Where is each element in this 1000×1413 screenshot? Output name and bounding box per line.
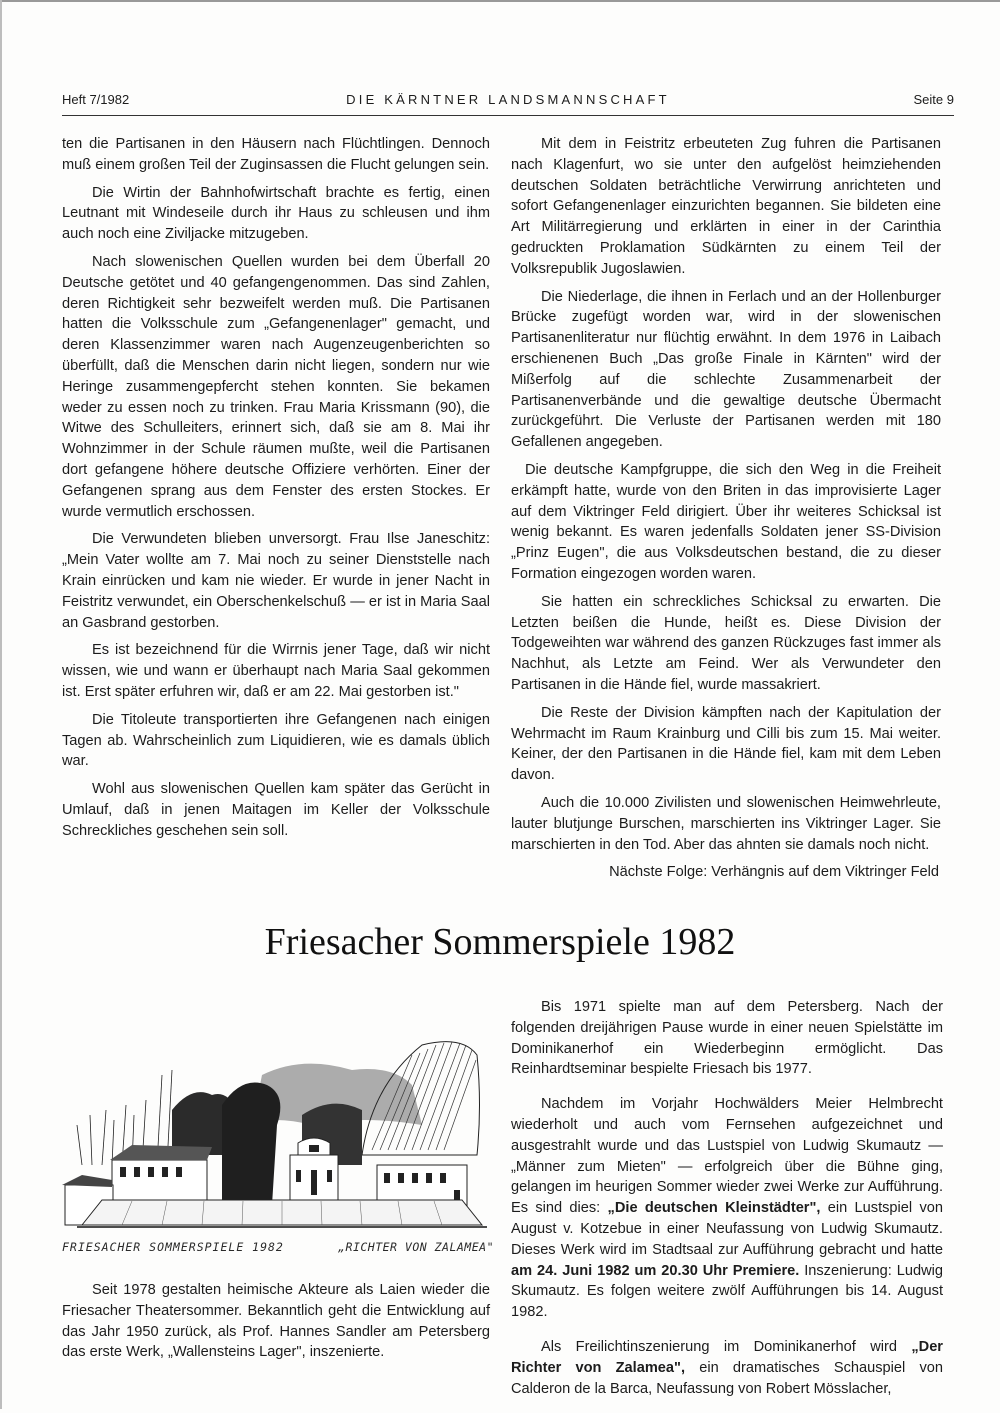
text-run: Als Freilichtinszenierung im Dominikanerhof wird xyxy=(541,1338,912,1355)
paragraph: Die Wirtin der Bahnhofwirtschaft brachte es fertig, einen Leutnant mit Windeseile durch ihr Haus zu schleusen und ihm auch noch eine Ziviljacke mitzugeben. xyxy=(62,184,490,243)
paragraph: Mit dem in Feistritz erbeuteten Zug fuhren die Partisanen nach Klagenfurt, wo sie unter den aufgelöst heimziehenden deutschen Soldaten beträchtliche Verwirrung anrichteten und sofort Gefangenenlager einzurichten begannen. Sie bildeten eine Art Militärregierung und erklärten in einer in der Carinthia gedruckten Proklamation Südkärnten zu einem Teil der Volksrepublik Jugoslawien. xyxy=(511,136,941,277)
issue-number: Heft 7/1982 xyxy=(62,92,130,107)
paragraph: Auch die 10.000 Zivilisten und slowenischen Heimwehrleute, lauter blutjunge Burschen, marschierten ins Viktringer Lager. Sie marschierten in den Tod. Aber das ahnten sie damals noch nicht. xyxy=(511,794,941,853)
caption-play-title: „RICHTER VON ZALAMEA" xyxy=(338,1240,494,1254)
paragraph: Die Reste der Division kämpften nach der Kapitulation der Wehrmacht im Raum Krainburg und Cilli bis zum 15. Mai weiter. Keiner, der den Partisanen in die Hände fiel, kam mit dem Leben davon. xyxy=(511,704,941,784)
paragraph: ten die Partisanen in den Häusern nach Flüchtlingen. Dennoch muß einem großen Teil der Zuginsassen die Flucht gelungen sein. xyxy=(62,136,490,173)
article1-right-column xyxy=(511,134,941,890)
next-installment-note: Nächste Folge: Verhängnis auf dem Viktringer Feld xyxy=(609,864,939,881)
header-rule xyxy=(62,115,954,116)
paragraph: Wohl aus slowenischen Quellen kam später das Gerücht in Umlauf, daß in jenen Maitagen im Keller der Volksschule Schreckliches geschehen sein soll. xyxy=(62,781,490,839)
paragraph: Sie hatten ein schreckliches Schicksal zu erwarten. Die Letzten beißen die Hunde, heißt es. Diese Division der Todgeweihten war während des ganzen Rückzuges fast immer als Nachhut, als Letzte am Feind. Wer als Verwundeter den Partisanen in die Hände fiel, wurde massakriert. xyxy=(511,593,941,693)
page-number: Seite 9 xyxy=(913,92,954,107)
paragraph: Seit 1978 gestalten heimische Akteure als Laien wieder die Friesacher Theatersommer. Bekanntlich geht die Entwicklung auf das Jahr 1950 zurück, als Prof. Hannes Sandler am Petersberg das erste Werk, „Wallensteins Lager", inszenierte. xyxy=(62,1282,490,1361)
article-title: Friesacher Sommerspiele 1982 xyxy=(264,921,736,963)
paragraph: Es ist bezeichnend für die Wirrnis jener Tage, daß wir nicht wissen, wie und wann er überhaupt nach Maria Saal gekommen ist. Erst später erfuhren wir, daß er am 22. Mai gestorben ist." xyxy=(62,642,490,700)
scan-border-top xyxy=(0,0,1000,2)
paragraph: Die Titoleute transportierten ihre Gefangenen nach einigen Tagen ab. Wahrscheinlich zum Liquidieren, wie es damals üblich war. xyxy=(62,711,490,770)
article2-left-column xyxy=(62,1280,490,1370)
text-run: Inszenierung: Ludwig Skumautz. Es folgen weitere zwölf Aufführungen bis 14. August 1982. xyxy=(511,1262,943,1321)
play-title-bold: „Die deutschen Kleinstädter", xyxy=(607,1200,821,1217)
illustration-caption xyxy=(62,1240,494,1260)
text-run: Nachdem im Vorjahr Hochwälders Meier Helmbrecht wiederholt und auch vom Fernsehen aufgezeichnet und ausgestrahlt wurde und das Lustspiel von Ludwig Skumautz — „Männer zum Mieten" — erfolgreich über die Bühne ging, gelangen im heurigen Sommer wieder zwei Werke zur Aufführung. Es sind dies: xyxy=(511,1096,943,1217)
caption-festival: FRIESACHER SOMMERSPIELE 1982 xyxy=(62,1240,284,1254)
paragraph: Nach slowenischen Quellen wurden bei dem Überfall 20 Deutsche getötet und 40 gefangengenommen. Das sind Zahlen, deren Richtigkeit sehr bezweifelt werden muß. Die Partisanen hatten die Volksschule zum „Gefangenenlager" gemacht, und deren Klassenzimmer waren nach Augenzeugenberichten so überfüllt, daß die Menschen darin nicht liegen, sondern nur wie Heringe zusammengepfercht stehen konnten. Sie bekamen weder zu essen noch zu trinken. Frau Maria Krissmann (90), die Witwe des Schulleiters, erinnert sich, daß sie am 8. Mai ihr Wohnzimmer in der Schule räumen mußte, weil die Partisanen dort gefangene höhere deutsche Offiziere verhörten. Einer der Gefangenen sprang aus dem Fenster des ersten Stockes. Er wurde vermutlich erschossen. xyxy=(62,253,490,520)
paragraph: Die deutsche Kampfgruppe, die sich den Weg in die Freiheit erkämpft hatte, wurde von den Briten in das improvisierte Lager auf dem Viktringer Feld dirigiert. Über ihr weiteres Schicksal ist wenig bekannt. Es waren jedenfalls Soldaten jener SS-Division „Prinz Eugen", die aus Volksdeutschen bestand, die zu dieser Formation eingezogen worden waren. xyxy=(511,461,941,582)
article1-left-column xyxy=(62,134,490,849)
text-run: ein dramatisches Schauspiel von Calderon de la Barca, Neufassung von Robert Mösslacher, xyxy=(511,1359,943,1397)
paragraph: Die Niederlage, die ihnen in Ferlach und an der Hollenburger Brücke zugefügt worden war, wird in der slowenischen Partisanenliteratur nur flüchtig erwähnt. In dem 1976 in Laibach erschienenen Buch „Das große Finale in Kärnten" wird der Mißerfolg auf die schlechte Zusammenarbeit der Partisanenverbände und die gewaltige deutsche Übermacht zurückgeführt. Die Verluste der Partisanen werden mit 180 Gefallenen angegeben. xyxy=(511,288,941,451)
paragraph xyxy=(511,1094,943,1323)
article2-right-column xyxy=(511,997,943,1413)
stage-drawing-illustration xyxy=(62,1015,492,1235)
play-title-bold: „Der Richter von Zalamea", xyxy=(511,1338,943,1376)
scan-border-left xyxy=(0,0,2,1409)
paragraph xyxy=(511,1337,943,1399)
publication-title: DIE KÄRNTNER LANDSMANNSCHAFT xyxy=(346,92,670,107)
premiere-date-bold: am 24. Juni 1982 um 20.30 Uhr Premiere. xyxy=(511,1262,800,1279)
paragraph: Bis 1971 spielte man auf dem Petersberg. Nach der folgenden dreijährigen Pause wurde in einer neuen Spielstätte im Dominikanerhof ein Wiederbeginn ermöglicht. Das Reinhardtseminar bespielte Friesach bis 1977. xyxy=(511,999,943,1078)
text-run: ein Lustspiel von August v. Kotzebue in einer Neufassung von Ludwig Skumautz. Dieses Werk wird im Stadtsaal zur Aufführung gebracht und hatte xyxy=(511,1200,943,1258)
running-header xyxy=(62,92,954,112)
paragraph: Die Verwundeten blieben unversorgt. Frau Ilse Janeschitz: „Mein Vater wollte am 7. Mai noch zu seiner Dienststelle nach Krain einrücken und kam nie wieder. Er wurde in jener Nacht in Feistritz verwundet, ein Oberschenkelschuß — er ist in Maria Saal an Gasbrand gestorben. xyxy=(62,531,490,631)
